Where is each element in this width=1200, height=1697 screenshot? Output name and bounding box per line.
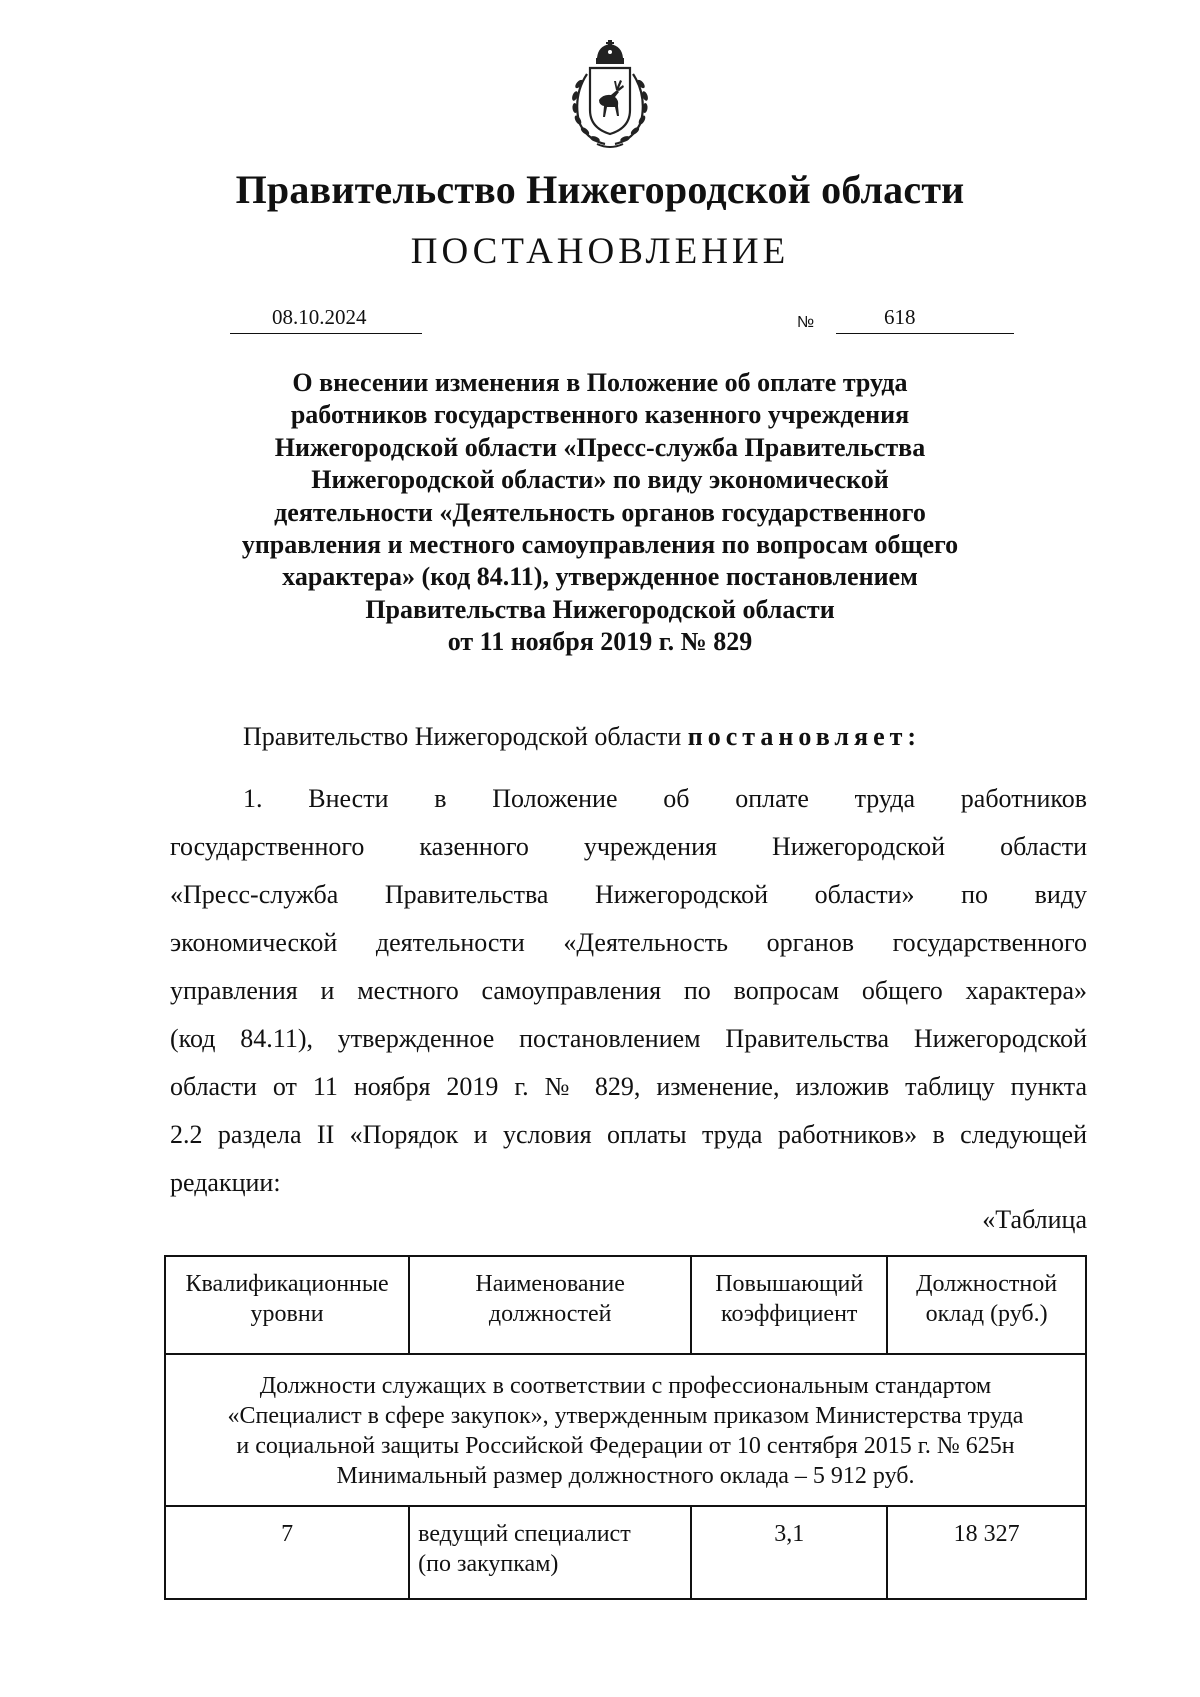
cell-salary: 18 327 [887, 1506, 1086, 1599]
document-number: 618 [884, 305, 916, 329]
cell-coefficient: 3,1 [691, 1506, 887, 1599]
table-header-row [165, 1256, 1086, 1354]
number-underline [836, 305, 1014, 334]
lead-text: Правительство Нижегородской области [243, 722, 682, 751]
salary-table [164, 1255, 1087, 1600]
table-group-row [165, 1354, 1086, 1506]
organization-name: Правительство Нижегородской области [235, 167, 965, 212]
title-line: характера» (код 84.11), утвержденное постановлением [282, 562, 918, 592]
header-coefficient [691, 1256, 887, 1354]
title-line: О внесении изменения в Положение об оплате труда [292, 368, 908, 397]
table-caption: «Таблица [982, 1205, 1087, 1234]
cell-level: 7 [165, 1506, 409, 1599]
group-line: Должности служащих в соответствии с профессиональным стандартом [259, 1373, 992, 1399]
document-date: 08.10.2024 [272, 305, 367, 329]
paragraph-line: экономической деятельности «Деятельность органов государственного [170, 928, 1087, 957]
title-line: от 11 ноября 2019 г. № 829 [447, 627, 753, 657]
paragraph-line: государственного казенного учреждения Нижегородской области [170, 832, 1087, 861]
resolution-lead [243, 722, 921, 752]
title-line: Правительства Нижегородской области [365, 594, 835, 624]
document-type: ПОСТАНОВЛЕНИЕ [410, 231, 790, 272]
position-line: ведущий специалист [418, 1521, 631, 1547]
paragraph-line: 1. Внести в Положение об оплате труда работников [243, 784, 1087, 813]
lead-verb: постановляет: [687, 722, 922, 751]
header-position-names [409, 1256, 691, 1354]
header-line: Наименование [475, 1271, 625, 1297]
header-qualification-levels [165, 1256, 409, 1354]
paragraph-line: 2.2 раздела II «Порядок и условия оплаты труда работников» в следующей [170, 1120, 1087, 1149]
group-line: «Специалист в сфере закупок», утвержденным приказом Министерства труда [227, 1403, 1024, 1429]
header-line: Должностной [916, 1271, 1058, 1297]
header-salary [887, 1256, 1086, 1354]
group-description [165, 1354, 1086, 1506]
group-line: Минимальный размер должностного оклада – 5 912 руб. [336, 1463, 915, 1489]
title-line: работников государственного казенного учреждения [290, 400, 910, 430]
paragraph-line: управления и местного самоуправления по вопросам общего характера» [170, 976, 1087, 1005]
header-line: оклад (руб.) [925, 1301, 1048, 1327]
cell-position [409, 1506, 691, 1599]
coat-of-arms-icon [565, 40, 655, 152]
title-line: управления и местного самоуправления по вопросам общего [241, 530, 959, 560]
title-line: Нижегородской области» по виду экономической [311, 465, 889, 495]
table-row [165, 1506, 1086, 1599]
paragraph-line: «Пресс-служба Правительства Нижегородской области» по виду [170, 880, 1087, 909]
number-label: № [797, 314, 815, 331]
title-line: Нижегородской области «Пресс-служба Правительства [274, 432, 926, 462]
paragraph-line: области от 11 ноября 2019 г. № 829, изменение, изложив таблицу пункта [170, 1072, 1087, 1101]
group-line: и социальной защиты Российской Федерации от 10 сентября 2015 г. № 625н [236, 1433, 1015, 1459]
position-line: (по закупкам) [418, 1551, 559, 1577]
header-line: коэффициент [721, 1301, 858, 1327]
paragraph-line: редакции: [170, 1168, 281, 1197]
header-line: Повышающий [715, 1271, 864, 1297]
header-line: Квалификационные [185, 1271, 389, 1297]
body-paragraph [170, 775, 1087, 1207]
header-line: должностей [488, 1301, 612, 1327]
paragraph-line: (код 84.11), утвержденное постановлением Правительства Нижегородской [170, 1024, 1087, 1053]
document-title [150, 367, 1050, 659]
header-line: уровни [250, 1301, 324, 1327]
title-line: деятельности «Деятельность органов государственного [274, 497, 926, 527]
